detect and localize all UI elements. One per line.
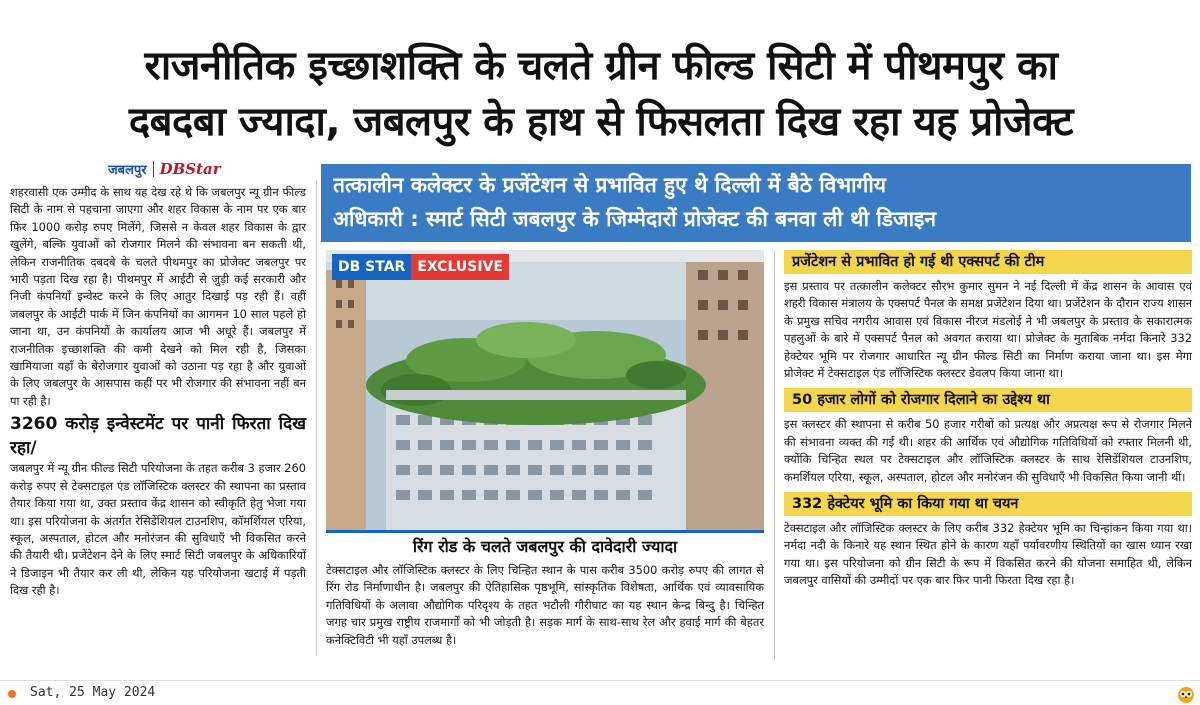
right-section-body-3: टेक्सटाइल और लॉजिस्टिक क्लस्टर के लिए करीब 332 हेक्टेयर भूमि का चिन्हांकन किया गया था। नर्मदा नदी के किनारे यह स्थान स्थित होने के कारण यहाँ पर्यावरणीय स्थितियों का खास ध्यान रखा गया था। इस परियोजना को ग्रीन सिटी के रूप में विकसित करने की योजना समाहित थी, लेकिन जबलपुर वासियों की उम्मीदों पर एक बार फिर पानी फिरता दिख रहा है।	[784, 521, 1192, 588]
left-column	[10, 184, 306, 600]
headline-line-2: दबदबा ज्यादा, जबलपुर के हाथ से फिसलता दिख रहा यह प्रोजेक्ट	[128, 99, 1074, 145]
dbstar-logo: DBStar	[159, 160, 221, 178]
exclusive-badge-label: EXCLUSIVE	[411, 254, 509, 280]
footer-bar	[0, 680, 1200, 705]
right-section-heading-3: 332 हेक्टेयर भूमि का किया गया था चयन	[784, 492, 1192, 516]
left-paragraph-2: जबलपुर में न्यू ग्रीन फील्ड सिटी परियोजना के तहत करीब 3 हजार 260 करोड़ रुपए से टेक्सटाइल एंड लॉजिस्टिक क्लस्टर की स्थापना का प्रस्ताव तैयार किया गया था, उक्त प्रस्ताव केंद्र शासन को स्वीकृति हेतु भेजा गया था। इस परियोजना के अंतर्गत रेसिडेंशियल टाउनशिप, कॉमर्शियल एरिया, स्कूल, अस्पताल, होटल और मनोरंजन की सुविधाएँ भी विकसित करने की तैयारी थी। प्रजेंटेशन देने के लिए स्मार्ट सिटी जबलपुर के अधिकारियों ने डिजाइन भी तैयार कर ली थी, लेकिन यह परियोजना खटाई में पड़ती दिख रही है।	[10, 461, 306, 598]
left-paragraph-1: शहरवासी एक उम्मीद के साथ यह देख रहे थे कि जबलपुर न्यू ग्रीन फील्ड सिटी के नाम से पहचाना जाएगा और शहर विकास के नाम पर एक बार फिर 1000 करोड़ रुपए मिलेंगे, जिससे न केवल शहर विकास के द्वार खुलेंगे, बल्कि युवाओं को रोजगार मिलने की संभावना बन सकती थी, लेकिन राजनीतिक दबदबे के चलते पीथमपुर का प्रोजेक्ट जबलपुर पर भारी पड़ता दिख रहा है। पीथमपुर में आईटी से जुड़ी कई सरकारी और निजी कंपनियाँ इन्वेस्ट करने के लिए आतुर दिखाई पड़ रही हैं। वहीं जबलपुर के आईटी पार्क में जिन कंपनियों का आगमन 10 साल पहले हो जाना था, उन कंपनियों के कार्यालय आज भी अधूरे हैं। जबलपुर में राजनीतिक इच्छाशक्ति की कमी देखने को मिल रही है, जिसका खामियाजा यहाँ के बेरोजगार युवाओं को उठाना पड़ रहा है और युवाओं के लिए जबलपुर के आसपास कहीं पर भी रोजगार की संभावना नहीं बन पा रही है।	[10, 185, 306, 408]
status-dot-icon	[8, 690, 16, 698]
exclusive-badge-brand: DB STAR	[332, 254, 411, 280]
left-subheading	[10, 412, 306, 460]
subheadline-line-1: तत्कालीन कलेक्टर के प्रजेंटेशन से प्रभावित हुए थे दिल्ली में बैठे विभागीय	[333, 173, 886, 197]
headline-line-1: राजनीतिक इच्छाशक्ति के चलते ग्रीन फील्ड सिटी में पीथमपुर का	[144, 43, 1058, 89]
main-headline	[8, 38, 1194, 150]
section-brand	[108, 158, 221, 180]
brand-separator	[153, 161, 154, 177]
right-section-body-2: इस क्लस्टर की स्थापना से करीब 50 हजार गरीबों को प्रत्यक्ष और अप्रत्यक्ष रूप से रोजगार मिलने की संभावना व्यक्त की गई थी। शहर की आर्थिक एवं औद्योगिक गतिविधियों को रफ्तार मिलनी थी, क्योंकि चिन्हित स्थल पर टेक्सटाइल और लॉजिस्टिक क्लस्टर के साथ रेसिडेंशियल टाउनशिप, कमर्शियल एरिया, स्कूल, अस्पताल, होटल और मनोरंजन की सुविधाएँ भी विकसित किया जानी थीं।	[784, 417, 1192, 484]
column-divider-right	[774, 250, 775, 660]
subheadline-box	[321, 164, 1191, 242]
building-photo	[326, 250, 764, 530]
right-section-heading-1: प्रजेंटेशन से प्रभावित हो गई थी एक्सपर्ट की टीम	[784, 250, 1192, 274]
brand-city: जबलपुर	[108, 163, 147, 178]
right-section-body-1: इस प्रस्ताव पर तत्कालीन कलेक्टर सौरभ कुमार सुमन ने नई दिल्ली में केंद्र शासन के आवास एवं शहरी विकास मंत्रालय के एक्सपर्ट पैनल के समक्ष प्रजेंटेशन दिया था। प्रजेंटेशन के दौरान राज्य शासन के प्रमुख सचिव नगरीय आवास एवं विकास नीरज मंडलोई ने भी जबलपुर के प्रस्ताव के सकारात्मक पहलुओं के बारे में एक्सपर्ट पैनल को अवगत कराया था। प्रोजेक्ट के मुताबिक नर्मदा किनारे 332 हेक्टेयर भूमि पर रोजगार आधारित न्यू ग्रीन फील्ड सिटी का निर्माण कराया जाना था। इस मेगा प्रोजेक्ट में टेक्सटाइल एंड लॉजिस्टिक क्लस्टर डेवलप किया जाना था।	[784, 279, 1192, 381]
publication-date: Sat, 25 May 2024	[30, 685, 156, 700]
rooftop-garden-illustration	[326, 250, 764, 530]
right-section-heading-2: 50 हजार लोगों को रोजगार दिलाने का उद्देश्य था	[784, 388, 1192, 412]
column-divider-left	[316, 180, 317, 656]
subheadline-line-2: अधिकारी : स्मार्ट सिटी जबलपुर के जिम्मेदारों प्रोजेक्ट की बनवा ली थी डिजाइन	[333, 207, 936, 231]
left-subheading-text: 3260 करोड़ इन्वेस्टमेंट पर पानी फिरता दिख रहा/	[10, 414, 306, 459]
photo-caption: रिंग रोड के चलते जबलपुर की दावेदारी ज्यादा	[326, 530, 764, 560]
owl-icon	[1176, 684, 1196, 704]
right-column	[784, 250, 1192, 596]
exclusive-badge	[332, 254, 509, 280]
center-body-text: टेक्सटाइल और लॉजिस्टिक क्लस्टर के लिए चिन्हित स्थान के पास करीब 3500 करोड़ रुपए की लागत से रिंग रोड निर्माणाधीन है। जबलपुर की ऐतिहासिक पृष्ठभूमि, सांस्कृतिक विशेषता, आर्थिक एवं व्यावसायिक गतिविधियों के अलावा औद्योगिक परिदृश्य के तहत भटौली गौरीघाट का यह स्थान केन्द्र बिन्दु है। चिन्हित जगह चार प्रमुख राष्ट्रीय राजमार्गों को भी जोड़ती है। सड़क मार्ग के साथ-साथ रेल और हवाई मार्ग की बेहतर कनेक्टिविटी भी यहाँ उपलब्ध है।	[326, 563, 764, 647]
